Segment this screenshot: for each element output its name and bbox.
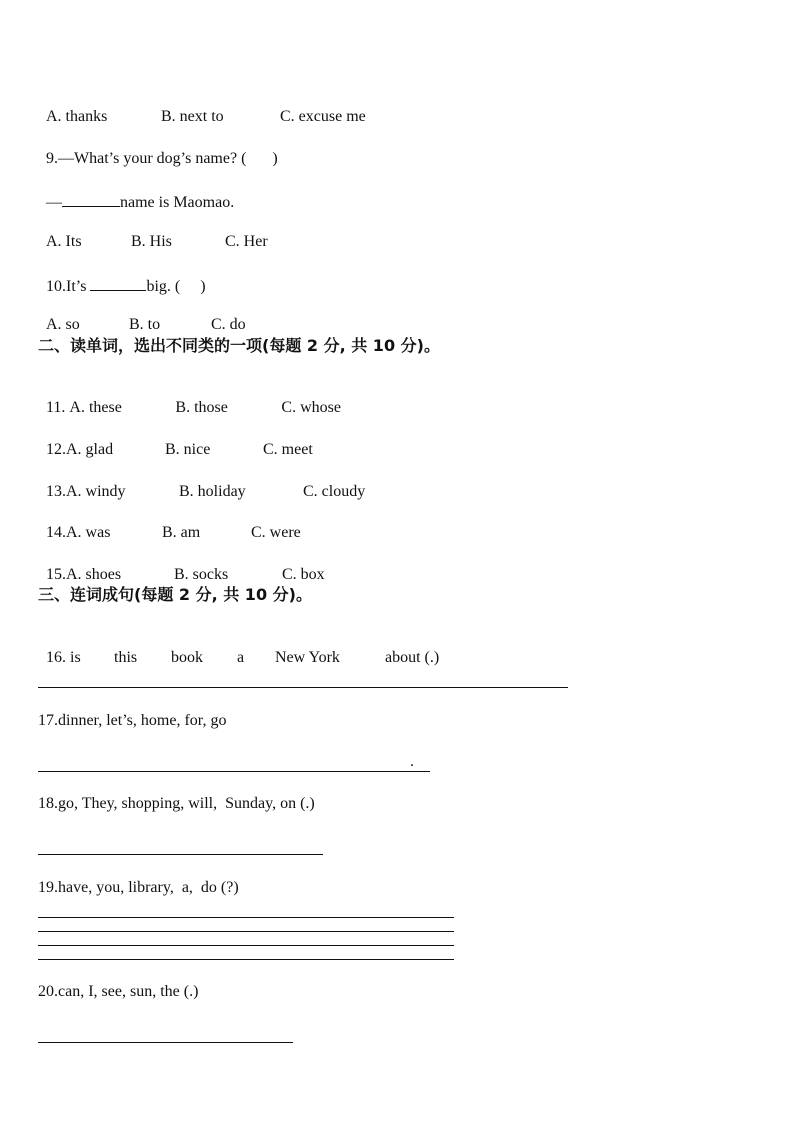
section2-heading: 二、读单词，选出不同类的一项(每题 2 分, 共 10 分)。: [38, 336, 440, 355]
q9-answer-text: name is Maomao.: [120, 194, 235, 211]
q8-options-row: [38, 87, 366, 127]
q16-row: [38, 628, 439, 668]
q10-stem: [38, 254, 206, 297]
q9-stem-text: 9.—What’s your dog’s name? (: [46, 150, 247, 167]
q13-row: [38, 462, 365, 502]
q11-option-b: B. those: [175, 399, 228, 416]
q11-option-c: C. whose: [281, 399, 341, 416]
q9-option-a: A. Its: [46, 233, 82, 250]
q20-answer-line[interactable]: [38, 1042, 293, 1043]
section3-heading: 三、连词成句(每题 2 分, 共 10 分)。: [38, 585, 312, 604]
q10-options-row: [38, 295, 246, 335]
q8-option-c: C. excuse me: [280, 108, 366, 125]
q19-answer-line-1[interactable]: [38, 917, 454, 918]
q9-option-c: C. Her: [225, 233, 268, 250]
q16-word: this: [114, 649, 138, 666]
q14-row: [38, 503, 301, 543]
q16-word: book: [171, 649, 203, 666]
q8-option-b: B. next to: [161, 108, 224, 125]
q10-stem-text: 10.It’s: [46, 278, 91, 295]
q19-answer-line-2[interactable]: [38, 931, 454, 932]
q13-option-a: A. windy: [66, 483, 126, 500]
q11-option-a: A. these: [69, 399, 122, 416]
q10-blank[interactable]: [90, 274, 146, 291]
q12-option-b: B. nice: [165, 441, 211, 458]
q9-options-row: [38, 212, 268, 252]
q10-paren-close: ): [200, 278, 206, 295]
q15-row: [38, 545, 325, 585]
q15-option-c: C. box: [282, 566, 325, 583]
q10-option-c: C. do: [211, 316, 246, 333]
q19-answer-line-3[interactable]: [38, 945, 454, 946]
q16-word: New York: [275, 649, 340, 666]
q18-row: 18.go, They, shopping, will, Sunday, on (.): [38, 795, 315, 812]
q9-blank[interactable]: [62, 190, 120, 207]
q9-stem: [38, 129, 278, 169]
q9-answer-line: [38, 170, 234, 213]
q12-option-a: A. glad: [66, 441, 114, 458]
q16-word: a: [237, 649, 245, 666]
q15-option-a: A. shoes: [66, 566, 122, 583]
q16-number: 16.: [46, 649, 70, 666]
q13-number: 13.: [46, 483, 66, 500]
q12-option-c: C. meet: [263, 441, 313, 458]
q17-row: 17.dinner, let’s, home, for, go: [38, 712, 227, 729]
q15-option-b: B. socks: [174, 566, 229, 583]
q15-number: 15.: [46, 566, 66, 583]
q20-row: 20.can, I, see, sun, the (.): [38, 983, 199, 1000]
q17-answer-line[interactable]: [38, 771, 430, 772]
q13-option-c: C. cloudy: [303, 483, 366, 500]
q12-number: 12.: [46, 441, 66, 458]
q19-answer-line-4[interactable]: [38, 959, 454, 960]
q10-option-a: A. so: [46, 316, 80, 333]
q9-dash: —: [46, 194, 62, 211]
q19-row: 19.have, you, library, a, do (?): [38, 879, 239, 896]
q9-paren-close: ): [272, 150, 278, 167]
q16-answer-line[interactable]: [38, 687, 568, 688]
q11-row: [38, 378, 341, 418]
q14-option-a: A. was: [66, 524, 111, 541]
q14-number: 14.: [46, 524, 66, 541]
q11-number: 11.: [46, 399, 70, 416]
q14-option-b: B. am: [162, 524, 201, 541]
q18-answer-line[interactable]: [38, 854, 323, 855]
q14-option-c: C. were: [251, 524, 301, 541]
q10-option-b: B. to: [129, 316, 161, 333]
q17-end-mark: .: [410, 753, 414, 770]
q16-word: is: [70, 649, 81, 666]
q12-row: [38, 420, 313, 460]
q16-word: about (.): [385, 649, 440, 666]
q13-option-b: B. holiday: [179, 483, 246, 500]
q9-option-b: B. His: [131, 233, 172, 250]
q8-option-a: A. thanks: [46, 108, 108, 125]
q10-stem-suffix: big. (: [146, 278, 181, 295]
